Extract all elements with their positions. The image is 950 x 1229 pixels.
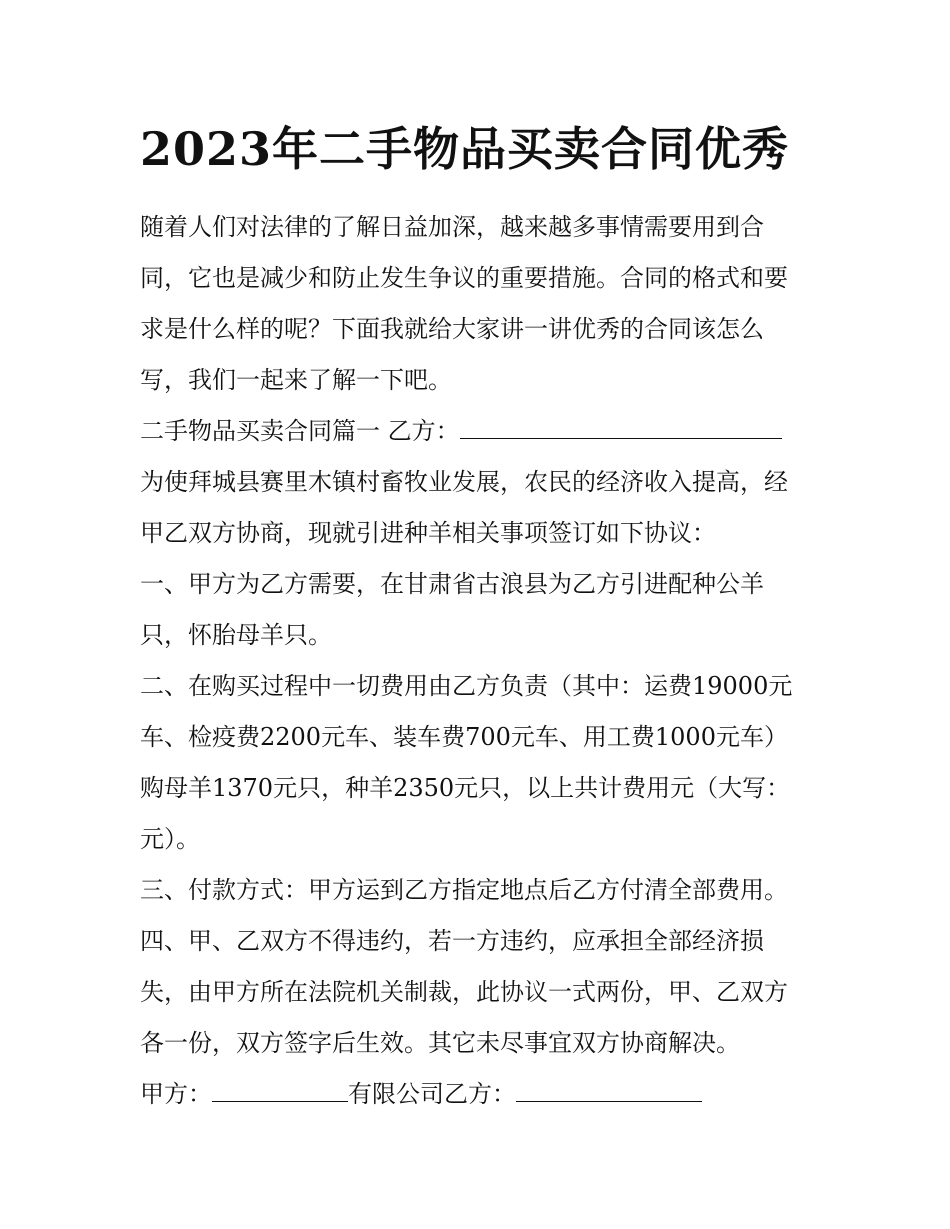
document-title: 2023年二手物品买卖合同优秀 xyxy=(140,122,790,176)
body-line-1: 为使拜城县赛里木镇村畜牧业发展，农民的经济收入提高，经 xyxy=(140,468,788,496)
section-heading-line xyxy=(140,406,820,457)
body-line-10: 四、甲、乙双方不得违约，若一方违约，应承担全部经济损 xyxy=(140,927,764,955)
intro-line-3: 求是什么样的呢？下面我就给大家讲一讲优秀的合同该怎么 xyxy=(140,315,764,343)
document-page xyxy=(140,118,820,1120)
body-line-7: 购母羊1370元只，种羊2350元只，以上共计费用元（大写： xyxy=(140,774,791,802)
intro-line-1: 随着人们对法律的了解日益加深，越来越多事情需要用到合 xyxy=(140,213,764,241)
section-heading: 二手物品买卖合同篇一 乙方： xyxy=(140,417,460,445)
company-suffix-label: 有限公司乙方： xyxy=(348,1080,516,1108)
body-line-3: 一、甲方为乙方需要，在甘肃省古浪县为乙方引进配种公羊 xyxy=(140,570,764,598)
body-line-8: 元）。 xyxy=(140,825,200,853)
body-line-9: 三、付款方式：甲方运到乙方指定地点后乙方付清全部费用。 xyxy=(140,876,788,904)
body-line-6: 车、检疫费2200元车、装车费700元车、用工费1000元车） xyxy=(140,723,788,751)
body-line-11: 失，由甲方所在法院机关制裁，此协议一式两份，甲、乙双方 xyxy=(140,978,788,1006)
party-b-signature-blank xyxy=(516,1071,702,1102)
party-b-name-blank xyxy=(460,408,782,439)
body-line-12: 各一份，双方签字后生效。其它未尽事宜双方协商解决。 xyxy=(140,1029,740,1057)
intro-line-4: 写，我们一起来了解一下吧。 xyxy=(140,366,452,394)
signature-line xyxy=(140,1069,820,1120)
intro-line-2: 同，它也是减少和防止发生争议的重要措施。合同的格式和要 xyxy=(140,264,788,292)
party-a-label: 甲方： xyxy=(140,1080,212,1108)
body-line-4: 只，怀胎母羊只。 xyxy=(140,621,332,649)
party-a-company-blank xyxy=(212,1071,348,1102)
body-line-5: 二、在购买过程中一切费用由乙方负责（其中：运费19000元 xyxy=(140,672,793,700)
body-line-2: 甲乙双方协商，现就引进种羊相关事项签订如下协议： xyxy=(140,519,716,547)
